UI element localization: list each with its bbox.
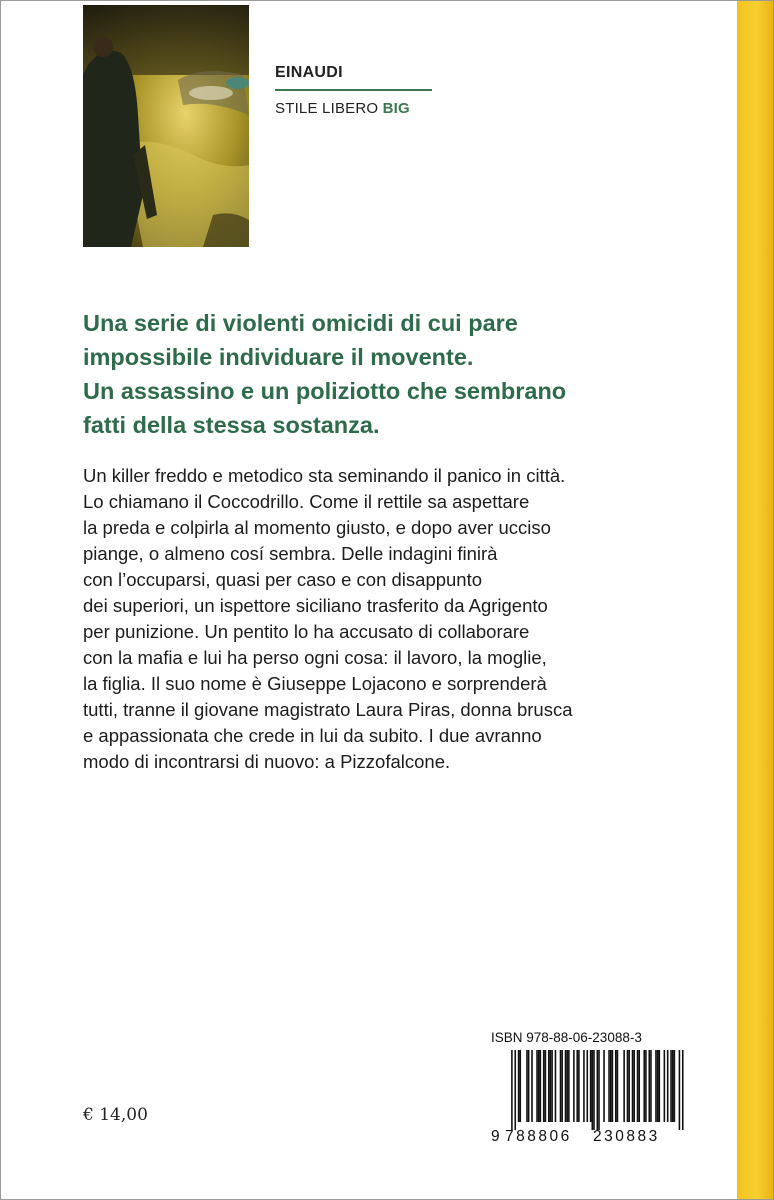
barcode-bar bbox=[638, 1050, 640, 1122]
barcode-bar bbox=[560, 1050, 562, 1122]
barcode-bar bbox=[643, 1050, 645, 1122]
price-label: € 14,00 bbox=[83, 1105, 148, 1125]
tagline-line: impossibile individuare il movente. bbox=[83, 344, 474, 370]
blurb-line: la figlia. Il suo nome è Giuseppe Lojacono e sorprenderà bbox=[83, 673, 547, 694]
barcode-bar bbox=[568, 1050, 570, 1122]
barcode-bar bbox=[540, 1050, 542, 1122]
blurb-line: con l’occuparsi, quasi per caso e con disappunto bbox=[83, 569, 483, 590]
night-street-image bbox=[83, 5, 249, 247]
ean-left-digits: 788806 bbox=[505, 1128, 572, 1145]
series-name bbox=[275, 99, 432, 119]
barcode-bar bbox=[615, 1050, 617, 1122]
blurb-line: la preda e colpirla al momento giusto, e dopo aver ucciso bbox=[83, 517, 551, 538]
publisher-divider bbox=[275, 89, 432, 91]
barcode-bar bbox=[576, 1050, 578, 1122]
barcode-bar bbox=[565, 1050, 567, 1122]
barcode-bar bbox=[518, 1050, 520, 1122]
barcode-bar bbox=[583, 1050, 585, 1122]
ean-lead-digit: 9 bbox=[491, 1128, 500, 1145]
barcode-bar bbox=[511, 1050, 513, 1130]
ean-right-digits: 230883 bbox=[593, 1128, 660, 1145]
barcode-bar bbox=[645, 1050, 647, 1122]
barcode-bar bbox=[543, 1050, 545, 1122]
series-highlight: BIG bbox=[382, 100, 410, 117]
barcode-bar bbox=[623, 1050, 625, 1122]
barcode-bar bbox=[538, 1050, 540, 1122]
publisher-block bbox=[275, 63, 432, 119]
barcode-bar bbox=[531, 1050, 533, 1122]
blurb-line: con la mafia e lui ha perso ogni cosa: il lavoro, la moglie, bbox=[83, 647, 547, 668]
barcode-bar bbox=[664, 1050, 666, 1122]
blurb-line: piange, o almeno cosí sembra. Delle indagini finirà bbox=[83, 543, 498, 564]
barcode-bar bbox=[586, 1050, 588, 1122]
publisher-name: EINAUDI bbox=[275, 64, 343, 81]
cover-photo bbox=[83, 5, 249, 247]
barcode-bar bbox=[627, 1050, 629, 1122]
isbn-block bbox=[491, 1030, 687, 1146]
barcode-bar bbox=[612, 1050, 614, 1122]
barcode-bar bbox=[593, 1050, 595, 1130]
isbn-label: ISBN 978-88-06-23088-3 bbox=[491, 1030, 642, 1045]
barcode-bar bbox=[610, 1050, 612, 1122]
barcode-bar bbox=[667, 1050, 669, 1122]
series-prefix: STILE LIBERO bbox=[275, 100, 383, 117]
blurb-line: Lo chiamano il Coccodrillo. Come il rettile sa aspettare bbox=[83, 491, 530, 512]
barcode-bar bbox=[551, 1050, 553, 1122]
barcode-bar bbox=[670, 1050, 672, 1122]
barcode-bar bbox=[578, 1050, 580, 1122]
barcode-bar bbox=[628, 1050, 630, 1122]
barcode-bar bbox=[603, 1050, 605, 1122]
barcode-bar bbox=[674, 1050, 676, 1122]
barcode-bar bbox=[598, 1050, 600, 1130]
barcode-bar bbox=[550, 1050, 552, 1122]
barcode-bar bbox=[561, 1050, 563, 1122]
barcode-bar bbox=[679, 1050, 681, 1130]
barcode-bar bbox=[682, 1050, 684, 1130]
tagline-line: Una serie di violenti omicidi di cui pare bbox=[83, 310, 518, 336]
barcode-bar bbox=[548, 1050, 550, 1122]
blurb-text bbox=[83, 463, 723, 775]
barcode-bar bbox=[632, 1050, 634, 1122]
barcode-bar bbox=[650, 1050, 652, 1122]
barcode-bar bbox=[648, 1050, 650, 1122]
barcode-image bbox=[491, 1050, 687, 1130]
blurb-line: tutti, tranne il giovane magistrato Laura Piras, donna brusca bbox=[83, 699, 573, 720]
tagline-line: Un assassino e un poliziotto che sembrano bbox=[83, 378, 567, 404]
barcode-bar bbox=[528, 1050, 530, 1122]
barcode-bar bbox=[526, 1050, 528, 1122]
blurb-line: e appassionata che crede in lui da subito. I due avranno bbox=[83, 725, 542, 746]
barcode-bar bbox=[597, 1050, 599, 1130]
spine-strip bbox=[737, 1, 773, 1199]
barcode-bar bbox=[545, 1050, 547, 1122]
blurb-line: dei superiori, un ispettore siciliano trasferito da Agrigento bbox=[83, 595, 548, 616]
barcode-bar bbox=[536, 1050, 538, 1122]
barcode-bar bbox=[633, 1050, 635, 1122]
barcode-bar bbox=[555, 1050, 557, 1122]
tagline-line: fatti della stessa sostanza. bbox=[83, 412, 380, 438]
barcode-bar bbox=[566, 1050, 568, 1122]
blurb-line: modo di incontrarsi di nuovo: a Pizzofalcone. bbox=[83, 751, 451, 772]
tagline bbox=[83, 306, 723, 442]
barcode-bar bbox=[659, 1050, 661, 1122]
barcode-bar bbox=[672, 1050, 674, 1122]
blurb-line: per punizione. Un pentito lo ha accusato di collaborare bbox=[83, 621, 530, 642]
barcode-bar bbox=[657, 1050, 659, 1122]
barcode-bar bbox=[514, 1050, 516, 1130]
barcode-bar bbox=[592, 1050, 594, 1130]
ean-digits bbox=[491, 1128, 687, 1146]
barcode-bar bbox=[637, 1050, 639, 1122]
blurb-line: Un killer freddo e metodico sta seminando il panico in città. bbox=[83, 465, 566, 486]
barcode-bar bbox=[617, 1050, 619, 1122]
barcode-bar bbox=[519, 1050, 521, 1122]
barcode-bar bbox=[573, 1050, 575, 1122]
barcode-bar bbox=[655, 1050, 657, 1122]
barcode-bar bbox=[608, 1050, 610, 1122]
barcode-bar bbox=[590, 1050, 592, 1122]
